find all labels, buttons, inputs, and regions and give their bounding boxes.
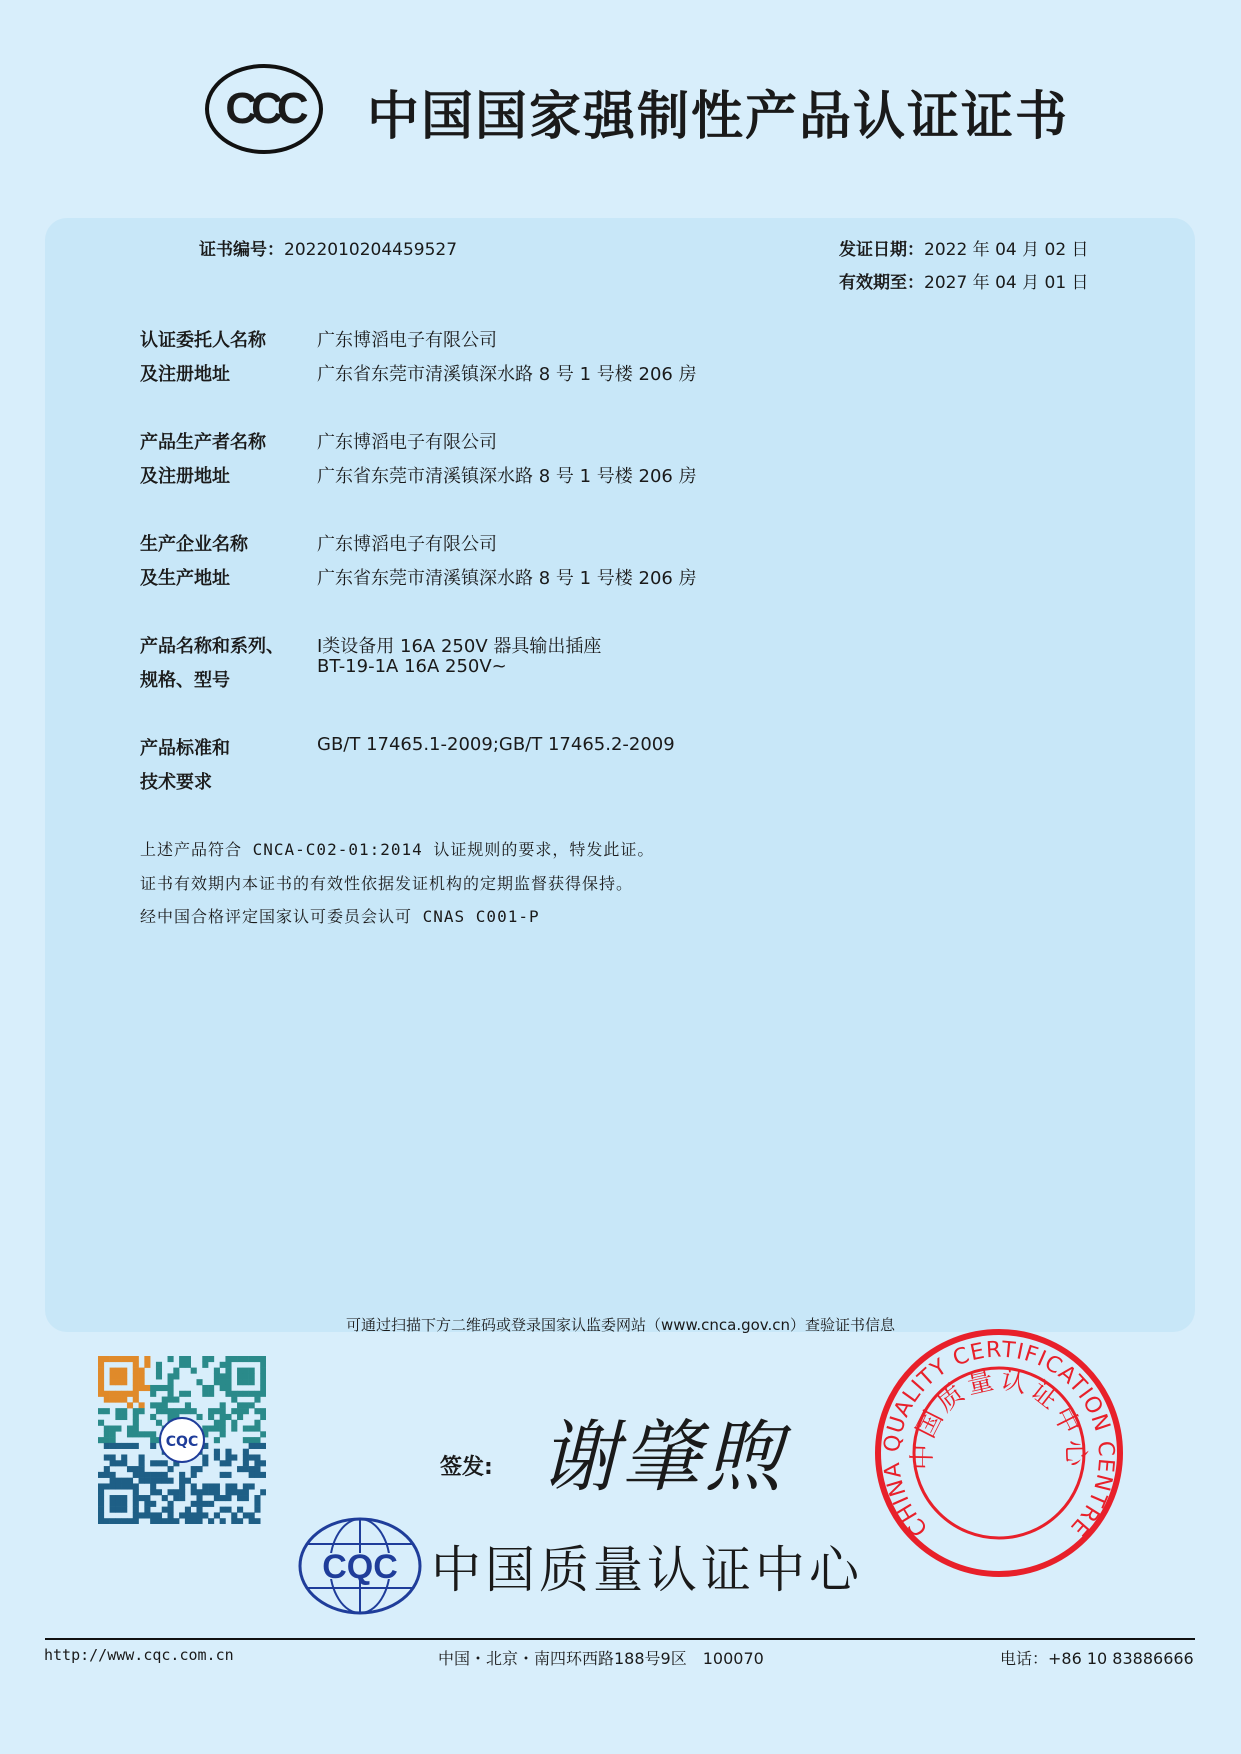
section-label: 产品名称和系列、	[140, 636, 284, 657]
footer-address: 中国・北京・南四环西路188号9区 100070	[438, 1649, 764, 1668]
section-value: BT-19-1A 16A 250V~	[317, 656, 507, 677]
qr-code[interactable]	[98, 1356, 266, 1524]
signature: 谢肇煦	[540, 1413, 787, 1503]
signature-label: 签发:	[440, 1455, 493, 1480]
footer-website[interactable]: http://www.cqc.com.cn	[44, 1646, 234, 1664]
cqc-logo-text: CQC	[322, 1548, 398, 1586]
expiry-date	[839, 268, 1089, 293]
section-value: 广东博滔电子有限公司	[317, 534, 497, 555]
ccc-logo	[205, 64, 323, 154]
section-value: 广东博滔电子有限公司	[317, 432, 497, 453]
issue-date	[839, 235, 1089, 260]
stamp-inner-text: 中国质量认证中心	[907, 1364, 1091, 1471]
official-seal-stamp	[872, 1326, 1126, 1580]
issue-date-label: 发证日期：	[839, 240, 924, 260]
section-label: 认证委托人名称	[140, 330, 266, 351]
section-label: 产品生产者名称	[140, 432, 266, 453]
section-label: 生产企业名称	[140, 534, 248, 555]
section-value: 广东省东莞市清溪镇深水路 8 号 1 号楼 206 房	[317, 568, 697, 589]
section-value: Ⅰ类设备用 16A 250V 器具输出插座	[317, 636, 602, 657]
footer-divider	[45, 1638, 1195, 1640]
section-value: GB/T 17465.1-2009;GB/T 17465.2-2009	[317, 734, 675, 755]
stamp-outer-text: CHINA QUALITY CERTIFICATION CENTRE	[879, 1337, 1119, 1541]
cqc-globe-logo	[297, 1516, 423, 1616]
page-title: 中国国家强制性产品认证证书	[367, 87, 1070, 147]
verify-text: 可通过扫描下方二维码或登录国家认监委网站（www.cnca.gov.cn）查验证书信息	[345, 1316, 896, 1334]
note-line: 证书有效期内本证书的有效性依据发证机构的定期监督获得保持。	[140, 874, 634, 893]
section-label: 及注册地址	[140, 466, 230, 487]
note-line: 经中国合格评定国家认可委员会认可 CNAS C001-P	[140, 907, 540, 926]
cert-number-label: 证书编号：	[199, 240, 284, 260]
section-label: 规格、型号	[140, 670, 230, 691]
expiry-date-value: 2027 年 04 月 01 日	[924, 273, 1089, 293]
ccc-logo-text: CCC	[225, 84, 303, 133]
footer-phone: 电话：+86 10 83886666	[1000, 1649, 1194, 1668]
cert-number	[199, 235, 457, 260]
expiry-date-label: 有效期至：	[839, 273, 924, 293]
cert-number-value: 2022010204459527	[284, 240, 458, 260]
org-name: 中国质量认证中心	[431, 1541, 863, 1599]
section-value: 广东省东莞市清溪镇深水路 8 号 1 号楼 206 房	[317, 364, 697, 385]
issue-date-value: 2022 年 04 月 02 日	[924, 240, 1089, 260]
section-label: 及生产地址	[140, 568, 230, 589]
section-label: 技术要求	[140, 772, 212, 793]
qr-logo-text: CQC	[165, 1434, 199, 1450]
note-line: 上述产品符合 CNCA-C02-01:2014 认证规则的要求，特发此证。	[140, 840, 655, 859]
section-value: 广东博滔电子有限公司	[317, 330, 497, 351]
section-value: 广东省东莞市清溪镇深水路 8 号 1 号楼 206 房	[317, 466, 697, 487]
section-label: 及注册地址	[140, 364, 230, 385]
section-label: 产品标准和	[140, 738, 230, 759]
